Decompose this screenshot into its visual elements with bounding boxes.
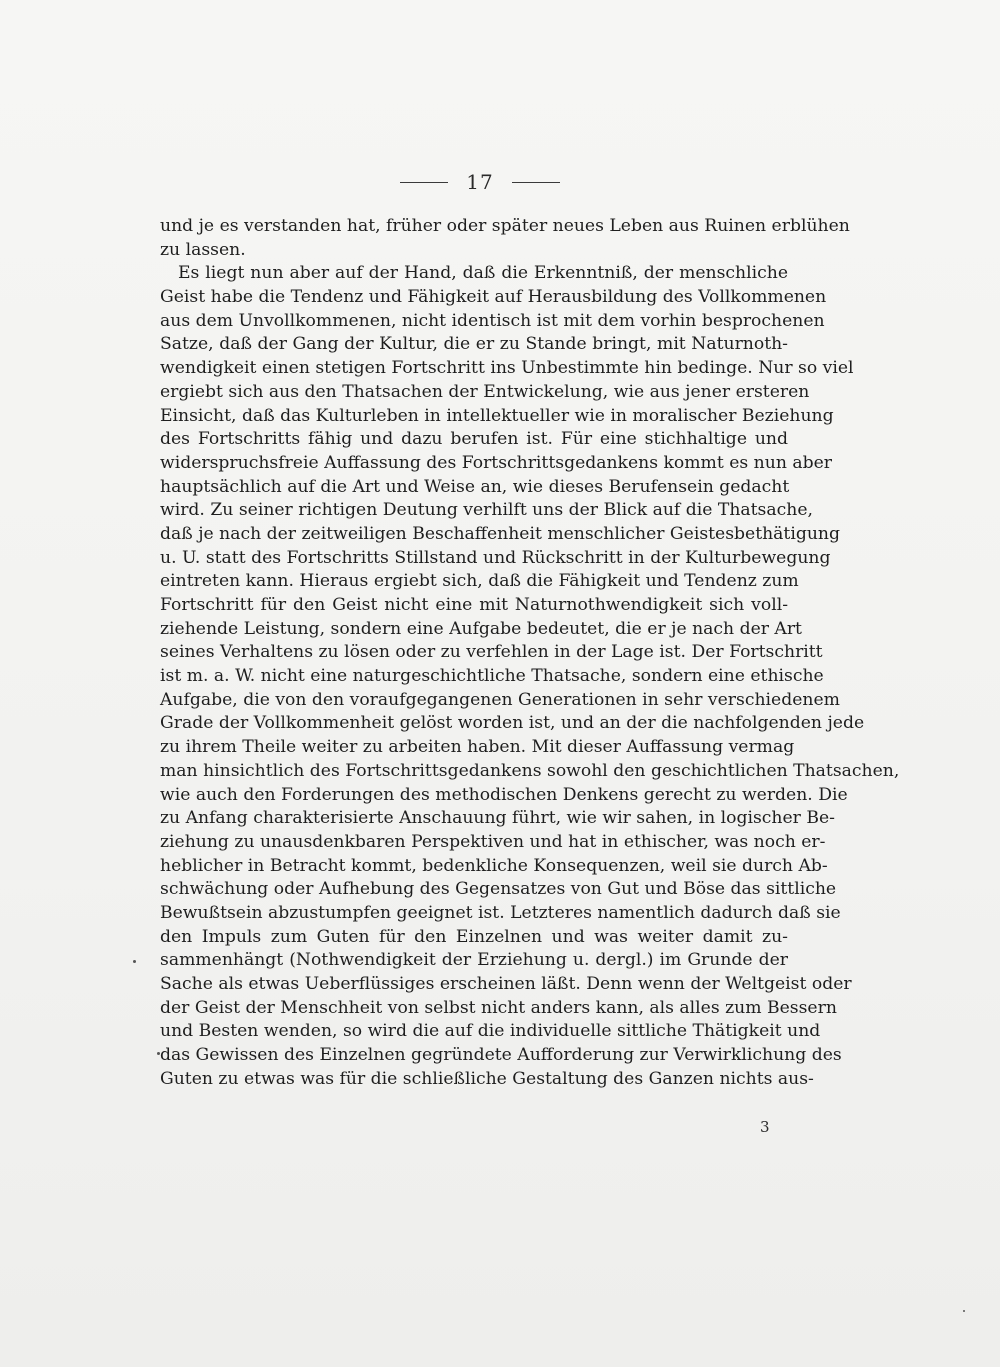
scan-speck	[157, 1052, 160, 1055]
text-line: man hinsichtlich des Fortschrittsgedankens sowohl den geschichtlichen Thatsachen,	[160, 760, 900, 781]
text-line: ist m. a. W. nicht eine naturgeschichtliche Thatsache, sondern eine ethische	[160, 666, 824, 687]
text-line: und Besten wenden, so wird die auf die individuelle sittliche Thätigkeit und	[160, 1021, 821, 1042]
text-line: den Impuls zum Guten für den Einzelnen und was weiter damit zu-	[160, 926, 788, 947]
scan-speck	[963, 1310, 965, 1312]
text-line: sammenhängt (Nothwendigkeit der Erziehung u. dergl.) im Grunde der	[160, 950, 788, 971]
page-number: 17	[466, 170, 494, 194]
text-line: Sache als etwas Ueberflüssiges erscheinen läßt. Denn wenn der Weltgeist oder	[160, 974, 852, 994]
text-line: ziehung zu unausdenkbaren Perspektiven und hat in ethischer, was noch er-	[160, 831, 826, 852]
text-line: Bewußtsein abzustumpfen geeignet ist. Letzteres namentlich dadurch daß sie	[160, 902, 841, 923]
text-line: wird. Zu seiner richtigen Deutung verhilft uns der Blick auf die Thatsache,	[160, 500, 813, 521]
text-line: wie auch den Forderungen des methodischen Denkens gerecht zu werden. Die	[160, 784, 848, 805]
text-line: Guten zu etwas was für die schließliche Gestaltung des Ganzen nichts aus-	[160, 1068, 814, 1089]
scan-speck	[133, 960, 136, 963]
text-line: des Fortschritts fähig und dazu berufen ist. Für eine stichhaltige und	[160, 429, 788, 450]
text-line: schwächung oder Aufhebung des Gegensatzes von Gut und Böse das sittliche	[160, 879, 837, 900]
text-line: aus dem Unvollkommenen, nicht identisch ist mit dem vorhin besprochenen	[160, 310, 825, 331]
signature-mark: 3	[760, 1118, 770, 1136]
text-line: ergiebt sich aus den Thatsachen der Entwickelung, wie aus jener ersteren	[160, 381, 810, 402]
text-line: das Gewissen des Einzelnen gegründete Aufforderung zur Verwirklichung des	[160, 1045, 842, 1066]
header-rule-right	[512, 182, 560, 183]
text-line: heblicher in Betracht kommt, bedenkliche Konsequenzen, weil sie durch Ab-	[160, 855, 828, 876]
body-text	[160, 215, 900, 1091]
text-line: Fortschritt für den Geist nicht eine mit Naturnothwendigkeit sich voll-	[160, 595, 788, 615]
text-line: eintreten kann. Hieraus ergiebt sich, daß die Fähigkeit und Tendenz zum	[160, 571, 799, 592]
text-line: und je es verstanden hat, früher oder später neues Leben aus Ruinen erblühen	[160, 216, 850, 236]
page-header	[400, 168, 560, 196]
text-line: der Geist der Menschheit von selbst nicht anders kann, als alles zum Bessern	[160, 997, 837, 1018]
text-line: widerspruchsfreie Auffassung des Fortschrittsgedankens kommt es nun aber	[160, 452, 832, 473]
text-line: Grade der Vollkommenheit gelöst worden ist, und an der die nachfolgenden jede	[160, 713, 865, 734]
text-line: Es liegt nun aber auf der Hand, daß die Erkenntniß, der menschliche	[178, 263, 788, 284]
text-line: ziehende Leistung, sondern eine Aufgabe bedeutet, die er je nach der Art	[160, 618, 802, 639]
text-line: Aufgabe, die von den voraufgegangenen Generationen in sehr verschiedenem	[160, 689, 840, 710]
text-line: seines Verhaltens zu lösen oder zu verfehlen in der Lage ist. Der Fortschritt	[160, 642, 823, 663]
header-rule-left	[400, 182, 448, 183]
text-line: zu Anfang charakterisierte Anschauung führt, wie wir sahen, in logischer Be-	[160, 808, 835, 829]
text-line: u. U. statt des Fortschritts Stillstand und Rückschritt in der Kulturbewegung	[160, 547, 831, 568]
text-line: hauptsächlich auf die Art und Weise an, wie dieses Berufensein gedacht	[160, 476, 790, 497]
text-line: Satze, daß der Gang der Kultur, die er zu Stande bringt, mit Naturnoth-	[160, 334, 788, 355]
text-line: zu ihrem Theile weiter zu arbeiten haben. Mit dieser Auffassung vermag	[160, 737, 795, 758]
text-line: Geist habe die Tendenz und Fähigkeit auf Herausbildung des Vollkommenen	[160, 287, 827, 308]
text-line: wendigkeit einen stetigen Fortschritt ins Unbestimmte hin bedinge. Nur so viel	[160, 358, 854, 379]
text-line: Einsicht, daß das Kulturleben in intellektueller wie in moralischer Beziehung	[160, 405, 834, 426]
text-line: zu lassen.	[160, 239, 246, 260]
text-line: daß je nach der zeitweiligen Beschaffenheit menschlicher Geistesbethätigung	[160, 523, 840, 544]
